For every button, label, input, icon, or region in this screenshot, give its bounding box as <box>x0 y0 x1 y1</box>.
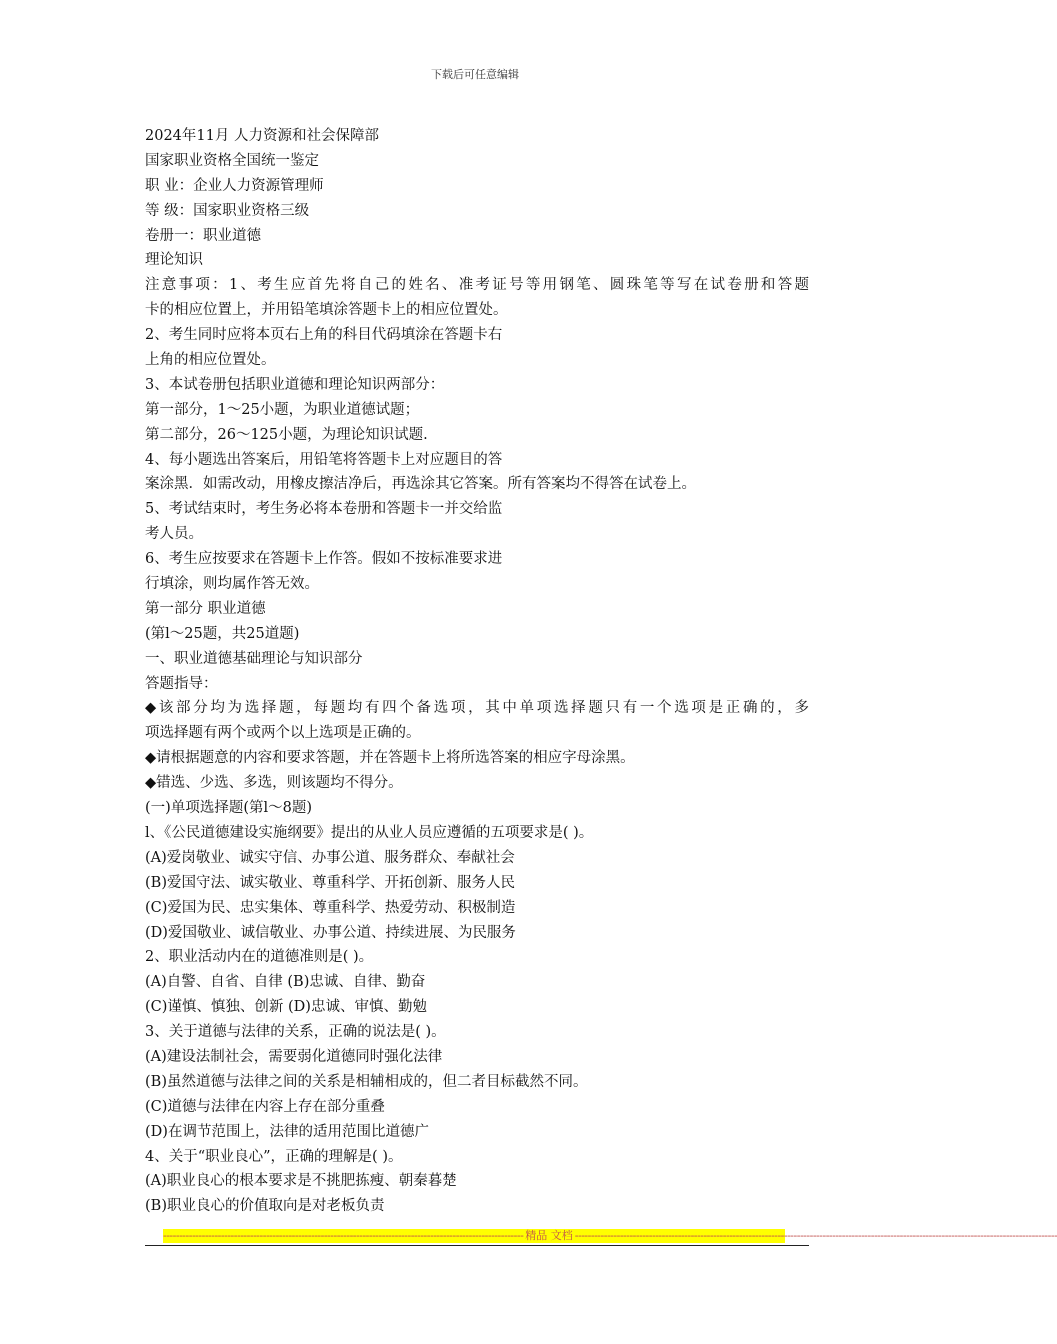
footer-banner <box>163 1229 1057 1243</box>
text-line: 第二部分，26～125小题，为理论知识试题. <box>145 426 428 443</box>
text-line: 考人员。 <box>145 526 203 543</box>
footer-dash-right: ------------------------------------------------------------------------------------------------------------------------------------------------------ <box>574 1229 1057 1242</box>
text-line: 等 级：国家职业资格三级 <box>145 202 310 219</box>
text-line: 6、考生应按要求在答题卡上作答。假如不按标准要求进 <box>145 551 503 568</box>
answer-option: (C)爱国为民、忠实集体、尊重科学、热爱劳动、积极制造 <box>145 899 516 916</box>
answer-option: (D)在调节范围上，法律的适用范围比道德广 <box>145 1123 429 1140</box>
answer-option: (A)爱岗敬业、诚实守信、办事公道、服务群众、奉献社会 <box>145 849 515 866</box>
text-line: 注意事项：1、考生应首先将自己的姓名、准考证号等用钢笔、圆珠笔等写在试卷册和答题 <box>145 277 809 294</box>
text-line: 行填涂，则均属作答无效。 <box>145 576 319 593</box>
text-line: 答题指导： <box>145 675 218 692</box>
text-line: (第l～25题，共25道题) <box>145 625 300 642</box>
question-text: 4、关于“职业良心”，正确的理解是( )。 <box>145 1148 403 1165</box>
footer-dash-left: ---------------------------------------------------------------------------------------------------------------- <box>163 1229 524 1242</box>
text-line: 4、每小题选出答案后，用铅笔将答题卡上对应题目的答 <box>145 451 503 468</box>
answer-option: (B)职业良心的价值取向是对老板负责 <box>145 1198 385 1215</box>
page-header: 下载后可任意编辑 <box>431 68 519 81</box>
answer-option: (C)谨慎、慎独、创新 (D)忠诚、审慎、勤勉 <box>145 999 427 1016</box>
answer-option: (B)虽然道德与法律之间的关系是相辅相成的，但二者目标截然不同。 <box>145 1073 588 1090</box>
text-line: 3、本试卷册包括职业道德和理论知识两部分： <box>145 376 445 393</box>
text-line: 上角的相应位置处。 <box>145 352 276 369</box>
text-line: 国家职业资格全国统一鉴定 <box>145 152 319 169</box>
text-line: ◆错选、少选、多选，则该题均不得分。 <box>145 775 403 792</box>
footer-rule <box>145 1245 809 1246</box>
text-line: 理论知识 <box>145 252 203 269</box>
text-line: 5、考试结束时，考生务必将本卷册和答题卡一并交给监 <box>145 501 503 518</box>
answer-option: (A)建设法制社会，需要弱化道德同时强化法律 <box>145 1048 443 1065</box>
text-line: ◆该部分均为选择题，每题均有四个备选项，其中单项选择题只有一个选项是正确的，多 <box>145 700 809 717</box>
section-heading: 一、职业道德基础理论与知识部分 <box>145 650 363 667</box>
text-line: 2024年11月 人力资源和社会保障部 <box>145 128 379 144</box>
answer-option: (B)爱国守法、诚实敬业、尊重科学、开拓创新、服务人民 <box>145 874 515 891</box>
answer-option: (A)自警、自省、自律 (B)忠诚、自律、勤奋 <box>145 974 426 991</box>
text-line: 职 业：企业人力资源管理师 <box>145 177 324 194</box>
question-text: 2、职业活动内在的道德准则是( )。 <box>145 949 374 966</box>
text-line: ◆请根据题意的内容和要求答题，并在答题卡上将所选答案的相应字母涂黑。 <box>145 750 635 767</box>
text-line: 第一部分，1～25小题，为职业道德试题； <box>145 401 420 418</box>
footer-label: 精品 文档 <box>525 1229 573 1242</box>
text-line: 项选择题有两个或两个以上选项是正确的。 <box>145 725 421 742</box>
question-text: l、《公民道德建设实施纲要》提出的从业人员应遵循的五项要求是( )。 <box>145 824 594 841</box>
text-line: 卷册一：职业道德 <box>145 227 261 244</box>
section-heading: (一)单项选择题(第l～8题) <box>145 800 312 817</box>
document-body <box>145 124 809 1219</box>
text-line: 2、考生同时应将本页右上角的科目代码填涂在答题卡右 <box>145 327 503 344</box>
question-text: 3、关于道德与法律的关系，正确的说法是( )。 <box>145 1024 446 1041</box>
text-line: 案涂黑．如需改动，用橡皮擦洁净后，再选涂其它答案。所有答案均不得答在试卷上。 <box>145 476 696 493</box>
answer-option: (C)道德与法律在内容上存在部分重叠 <box>145 1098 385 1115</box>
answer-option: (A)职业良心的根本要求是不挑肥拣瘦、朝秦暮楚 <box>145 1173 457 1190</box>
answer-option: (D)爱国敬业、诚信敬业、办事公道、持续进展、为民服务 <box>145 924 516 941</box>
section-heading: 第一部分 职业道德 <box>145 600 266 617</box>
text-line: 卡的相应位置上，并用铅笔填涂答题卡上的相应位置处。 <box>145 302 508 319</box>
